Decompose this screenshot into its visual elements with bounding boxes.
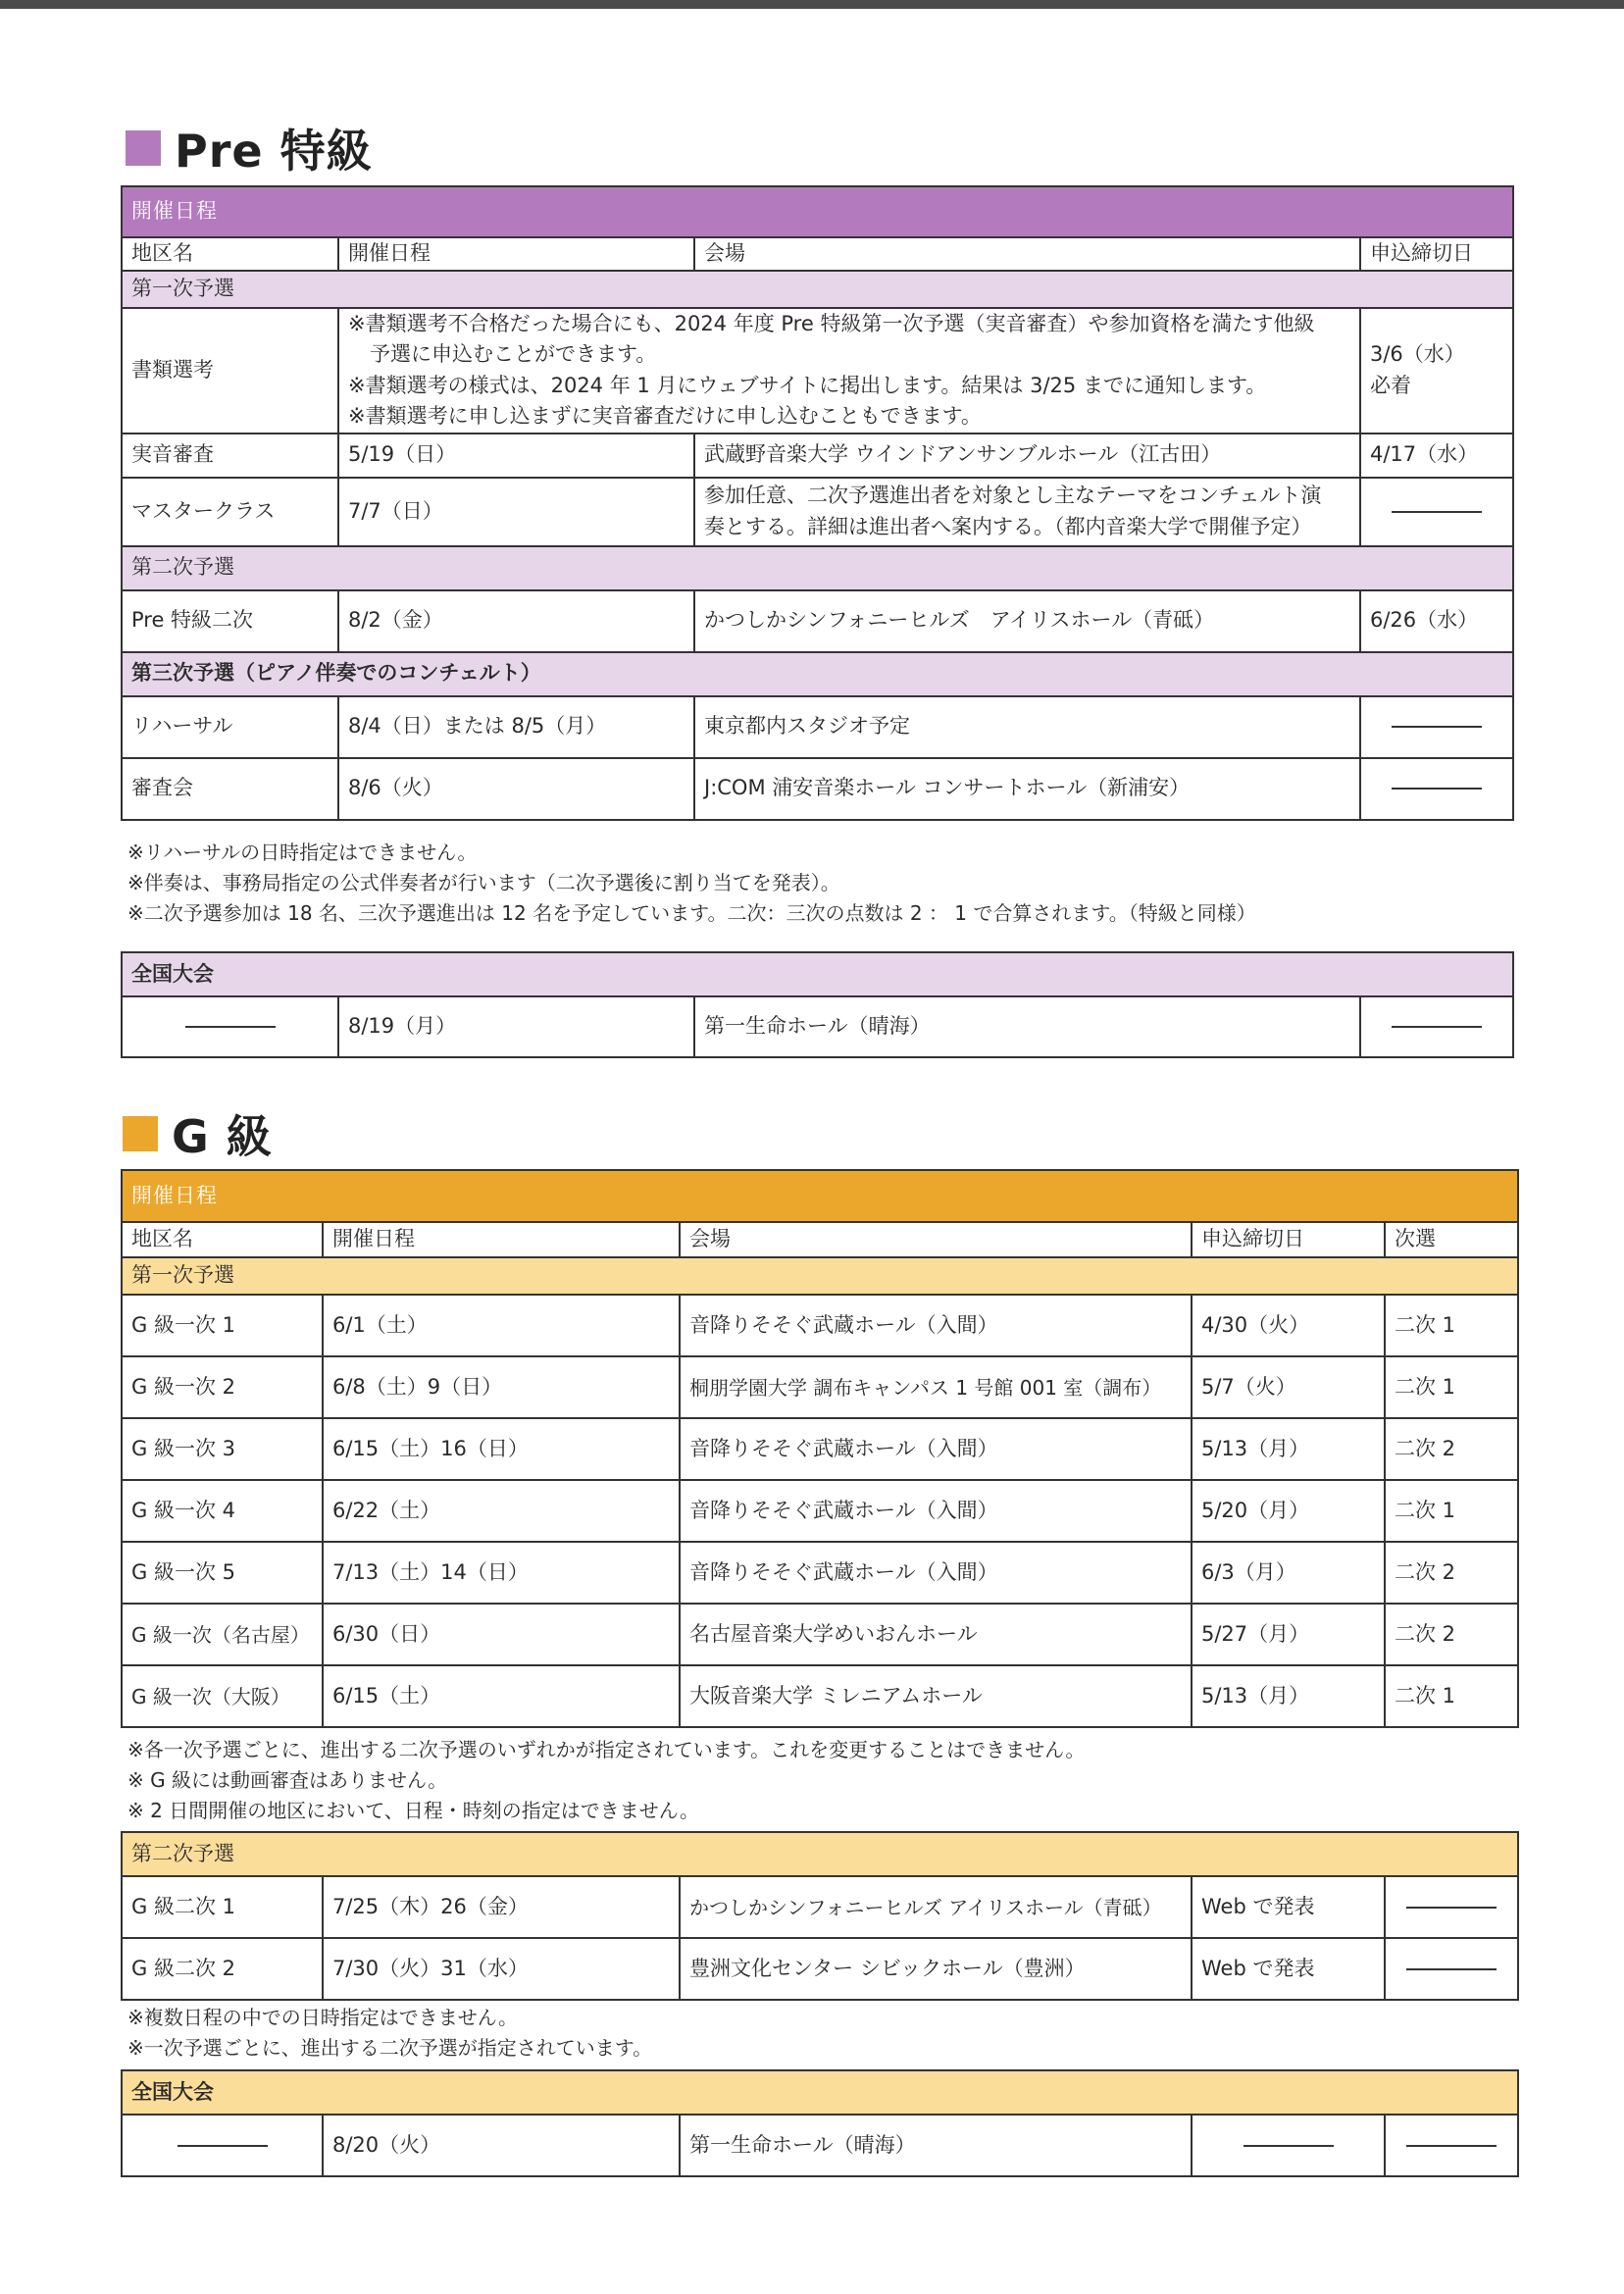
pre-final-table [121,951,1514,1058]
pre-heading-marker [126,130,161,166]
table-row [122,696,1513,758]
g-round2-table [121,1831,1519,2001]
g-r1-date: 7/13（土）14（日） [323,1542,680,1604]
pre-judging-venue: J:COM 浦安音楽ホール コンサートホール（新浦安） [694,758,1360,820]
table-row [122,1295,1518,1356]
pre-table-title: 開催日程 [122,186,1513,237]
g-final-table [121,2069,1519,2177]
g-col-area: 地区名 [122,1222,323,1257]
g-heading-marker [123,1116,158,1151]
pre-round1-label-row [122,271,1513,308]
g-schedule-table [121,1169,1519,1728]
g-note-3: ※ 2 日間開催の地区において、日程・時刻の指定はできません。 [127,1799,699,1822]
table-row [122,590,1513,652]
g-round2-label-row [122,1832,1518,1876]
g-r1-deadline: 5/13（月） [1192,1418,1385,1480]
table-row [122,478,1513,546]
g-r1-name: G 級一次 1 [122,1295,323,1356]
g-note-5: ※一次予選ごとに、進出する二次予選が指定されています。 [127,2036,653,2060]
g-round1-label-row [122,1257,1518,1295]
table-row [122,1356,1518,1418]
pre-doc-note-3: ※書類選考の様式は、2024 年 1 月にウェブサイトに掲出します。結果は 3/25 までに通知します。 [348,373,1267,397]
pre-master-venue [694,478,1360,546]
pre-schedule-table [121,185,1514,821]
dash [1406,1968,1497,1970]
g-col-date: 開催日程 [323,1222,680,1257]
dash [1406,1907,1497,1909]
pre-section-heading [126,116,373,180]
dash [185,1026,276,1028]
pre-r2-date: 8/2（金） [338,590,694,652]
table-row [122,758,1513,820]
pre-r2-venue: かつしかシンフォニーヒルズ アイリスホール（青砥） [694,590,1360,652]
pre-col-venue: 会場 [694,237,1360,271]
g-r2-venue: かつしかシンフォニーヒルズ アイリスホール（青砥） [680,1876,1192,1938]
g-header-row [122,1222,1518,1257]
g-notes-1 [127,1735,1520,1826]
g-table-title: 開催日程 [122,1170,1518,1222]
table-row [122,1604,1518,1665]
g-r1-deadline: 5/27（月） [1192,1604,1385,1665]
pre-note-1: ※リハーサルの日時指定はできません。 [127,841,478,864]
pre-final-deadline [1360,996,1513,1057]
pre-rehearsal-deadline [1360,696,1513,758]
table-row [122,1665,1518,1727]
table-row [122,2115,1518,2176]
g-notes-2 [127,2003,1520,2064]
g-r2-next [1385,1938,1518,2000]
dash [1243,2145,1334,2147]
g-round1-label: 第一次予選 [122,1257,1518,1295]
g-r2-next [1385,1876,1518,1938]
pre-doc-note-1: ※書類選考不合格だった場合にも、2024 年度 Pre 特級第一次予選（実音審査）や参加資格を満たす他級 [348,311,1315,335]
g-r1-venue: 桐朋学園大学 調布キャンパス 1 号館 001 室（調布） [680,1356,1192,1418]
pre-rehearsal-date: 8/4（日）または 8/5（月） [338,696,694,758]
g-r2-deadline: Web で発表 [1192,1938,1385,2000]
g-r1-date: 6/15（土） [323,1665,680,1727]
g-final-date: 8/20（火） [323,2115,680,2176]
dash [1406,2145,1497,2147]
g-r2-venue: 豊洲文化センター シビックホール（豊洲） [680,1938,1192,2000]
pre-round2-label: 第二次予選 [122,546,1513,590]
g-final-deadline [1192,2115,1385,2176]
g-r1-deadline: 6/3（月） [1192,1542,1385,1604]
pre-round2-label-row [122,546,1513,590]
top-rule [0,0,1624,9]
pre-doc-deadline-cell [1360,308,1513,433]
pre-col-area: 地区名 [122,237,338,271]
g-r1-deadline: 5/13（月） [1192,1665,1385,1727]
table-row [122,1418,1518,1480]
g-r1-next: 二次 2 [1385,1604,1518,1665]
g-final-label-row [122,2070,1518,2115]
g-note-1: ※各一次予選ごとに、進出する二次予選のいずれかが指定されています。これを変更することはできません。 [127,1738,1086,1761]
g-r1-name: G 級一次 3 [122,1418,323,1480]
pre-header-row [122,237,1513,271]
pre-round1-label: 第一次予選 [122,271,1513,308]
pre-title-row [122,186,1513,237]
g-r2-name: G 級二次 2 [122,1938,323,2000]
g-r1-name: G 級一次 4 [122,1480,323,1542]
g-r2-date: 7/25（木）26（金） [323,1876,680,1938]
g-r1-venue: 音降りそそぐ武蔵ホール（入間） [680,1542,1192,1604]
pre-judging-deadline [1360,758,1513,820]
pre-judging-date: 8/6（火） [338,758,694,820]
pre-round3-label: 第三次予選（ピアノ伴奏でのコンチェルト） [122,652,1513,696]
table-row [122,433,1513,478]
table-row [122,1480,1518,1542]
g-final-label: 全国大会 [122,2070,1518,2115]
g-r1-name: G 級一次（大阪） [122,1665,323,1727]
dash [178,2145,268,2147]
pre-note-2: ※伴奏は、事務局指定の公式伴奏者が行います（二次予選後に割り当てを発表）。 [127,871,840,894]
g-note-4: ※複数日程の中での日時指定はできません。 [127,2006,518,2029]
g-r1-next: 二次 1 [1385,1665,1518,1727]
table-row [122,1542,1518,1604]
pre-doc-notes [338,308,1360,433]
pre-master-venue-line-2: 奏とする。詳細は進出者へ案内する。（都内音楽大学で開催予定） [704,514,1312,538]
g-r1-venue: 大阪音楽大学 ミレニアムホール [680,1665,1192,1727]
g-r1-next: 二次 1 [1385,1295,1518,1356]
table-row [122,1938,1518,2000]
g-section-heading [123,1101,273,1166]
g-r1-venue: 名古屋音楽大学めいおんホール [680,1604,1192,1665]
pre-final-label-row [122,952,1513,996]
pre-rehearsal-name: リハーサル [122,696,338,758]
dash [1392,788,1482,790]
table-row [122,308,1513,433]
g-r1-next: 二次 2 [1385,1418,1518,1480]
g-r1-next: 二次 1 [1385,1356,1518,1418]
pre-audition-deadline: 4/17（水） [1360,433,1513,478]
g-r1-next: 二次 2 [1385,1542,1518,1604]
g-col-deadline: 申込締切日 [1192,1222,1385,1257]
pre-rehearsal-venue: 東京都内スタジオ予定 [694,696,1360,758]
g-r1-date: 6/15（土）16（日） [323,1418,680,1480]
pre-master-deadline [1360,478,1513,546]
g-r2-deadline: Web で発表 [1192,1876,1385,1938]
g-r2-name: G 級二次 1 [122,1876,323,1938]
dash [1392,1026,1482,1028]
g-r1-name: G 級一次 2 [122,1356,323,1418]
g-r1-venue: 音降りそそぐ武蔵ホール（入間） [680,1418,1192,1480]
g-r1-deadline: 4/30（火） [1192,1295,1385,1356]
pre-note-3: ※二次予選参加は 18 名、三次予選進出は 12 名を予定しています。二次：三次の点数は 2 ： 1 で合算されます。（特級と同様） [127,901,1256,925]
g-title-row [122,1170,1518,1222]
g-final-area [122,2115,323,2176]
g-r1-date: 6/30（日） [323,1604,680,1665]
g-r2-date: 7/30（火）31（水） [323,1938,680,2000]
g-r1-date: 6/8（土）9（日） [323,1356,680,1418]
table-row [122,996,1513,1057]
pre-audition-date: 5/19（日） [338,433,694,478]
g-r1-name: G 級一次 5 [122,1542,323,1604]
g-final-venue: 第一生命ホール（晴海） [680,2115,1192,2176]
pre-judging-name: 審査会 [122,758,338,820]
g-round2-label: 第二次予選 [122,1832,1518,1876]
dash [1392,511,1482,513]
pre-doc-note-4: ※書類選考に申し込まずに実音審査だけに申し込むこともできます。 [348,404,982,428]
pre-col-date: 開催日程 [338,237,694,271]
pre-master-name: マスタークラス [122,478,338,546]
g-heading-text: G 級 [172,1110,273,1163]
g-final-next [1385,2115,1518,2176]
pre-heading-text: Pre 特級 [175,125,373,178]
g-r1-date: 6/22（土） [323,1480,680,1542]
g-r1-name: G 級一次（名古屋） [122,1604,323,1665]
pre-final-label: 全国大会 [122,952,1513,996]
pre-doc-deadline-note: 必着 [1370,373,1411,397]
pre-r2-name: Pre 特級二次 [122,590,338,652]
pre-doc-deadline: 3/6（水） [1370,342,1465,366]
g-r1-next: 二次 1 [1385,1480,1518,1542]
table-row [122,1876,1518,1938]
pre-audition-name: 実音審査 [122,433,338,478]
g-note-2: ※ G 級には動画審査はありません。 [127,1768,448,1792]
pre-final-date: 8/19（月） [338,996,694,1057]
pre-col-deadline: 申込締切日 [1360,237,1513,271]
g-col-next: 次選 [1385,1222,1518,1257]
pre-final-venue: 第一生命ホール（晴海） [694,996,1360,1057]
g-r1-deadline: 5/20（月） [1192,1480,1385,1542]
pre-audition-venue: 武蔵野音楽大学 ウインドアンサンブルホール（江古田） [694,433,1360,478]
pre-round3-label-row [122,652,1513,696]
pre-doc-name: 書類選考 [122,308,338,433]
pre-final-area [122,996,338,1057]
g-r1-deadline: 5/7（火） [1192,1356,1385,1418]
g-r1-venue: 音降りそそぐ武蔵ホール（入間） [680,1480,1192,1542]
pre-master-date: 7/7（日） [338,478,694,546]
g-r1-venue: 音降りそそぐ武蔵ホール（入間） [680,1295,1192,1356]
pre-r2-deadline: 6/26（水） [1360,590,1513,652]
g-col-venue: 会場 [680,1222,1192,1257]
pre-doc-note-2: 予選に申込むことができます。 [370,342,657,366]
pre-master-venue-line-1: 参加任意、二次予選進出者を対象とし主なテーマをコンチェルト演 [704,484,1322,507]
dash [1392,726,1482,728]
pre-notes [127,838,1520,929]
g-r1-date: 6/1（土） [323,1295,680,1356]
